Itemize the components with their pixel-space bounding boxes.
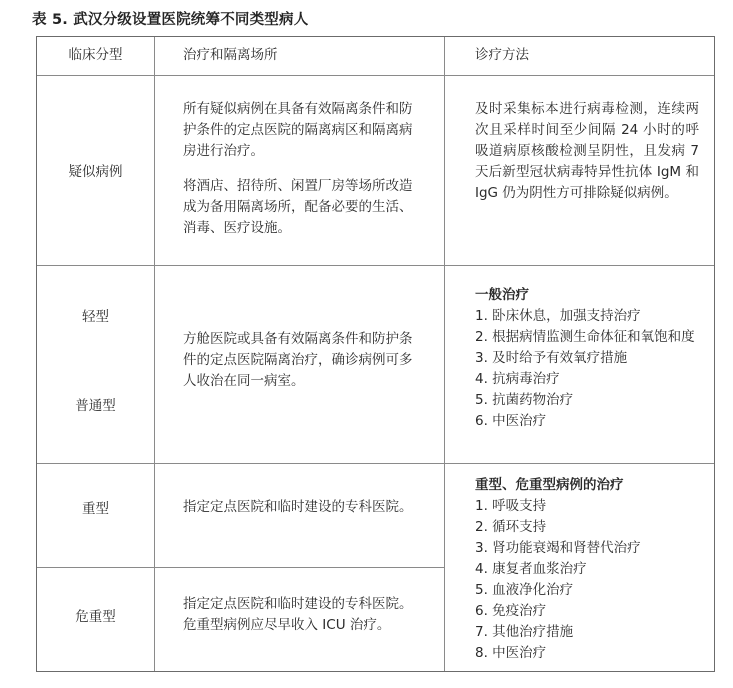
severe-method — [475, 475, 703, 664]
type-mild: 轻型 — [82, 309, 109, 325]
list-item: 6. 免疫治疗 — [475, 603, 547, 619]
column-divider — [444, 37, 445, 671]
list-item: 6. 中医治疗 — [475, 413, 547, 429]
type-common: 普通型 — [75, 398, 116, 414]
suspected-place-para-2: 将酒店、招待所、闲置厂房等场所改造成为备用隔离场所，配备必要的生活、消毒、医疗设施。 — [183, 178, 413, 236]
row-divider — [37, 75, 714, 76]
type-severe: 重型 — [82, 501, 109, 517]
header-treatment-method: 诊疗方法 — [475, 47, 529, 63]
column-divider — [154, 37, 155, 671]
table-caption: 表 5. 武汉分级设置医院统筹不同类型病人 — [32, 12, 309, 28]
mild-method-title: 一般治疗 — [475, 287, 529, 303]
type-critical: 危重型 — [75, 609, 116, 625]
list-item: 4. 康复者血浆治疗 — [475, 561, 587, 577]
critical-place: 指定定点医院和临时建设的专科医院。危重型病例应尽早收入 ICU 治疗。 — [183, 596, 413, 633]
suspected-place-para-1: 所有疑似病例在具备有效隔离条件和防护条件的定点医院的隔离病区和隔离病房进行治疗。 — [183, 101, 413, 159]
list-item: 1. 卧床休息，加强支持治疗 — [475, 308, 641, 324]
list-item: 2. 循环支持 — [475, 519, 547, 535]
severe-method-title: 重型、危重型病例的治疗 — [475, 477, 624, 493]
mild-place: 方舱医院或具备有效隔离条件和防护条件的定点医院隔离治疗，确诊病例可多人收治在同一病室。 — [183, 331, 413, 389]
list-item: 5. 血液净化治疗 — [475, 582, 574, 598]
list-item: 2. 根据病情监测生命体征和氧饱和度 — [475, 329, 695, 345]
row-divider — [37, 567, 444, 568]
mild-method-list — [475, 306, 703, 432]
header-clinical-type: 临床分型 — [68, 47, 123, 63]
mild-method — [475, 285, 703, 432]
list-item: 3. 肾功能衰竭和肾替代治疗 — [475, 540, 641, 556]
suspected-method: 及时采集标本进行病毒检测，连续两次且采样时间至少间隔 24 小时的呼吸道病原核酸检测呈阴性，且发病 7 天后新型冠状病毒特异性抗体 IgM 和 IgG 仍为阴性方可排除疑似病例。 — [475, 101, 699, 201]
severe-method-list — [475, 496, 703, 664]
severe-place: 指定定点医院和临时建设的专科医院。 — [183, 499, 413, 515]
list-item: 3. 及时给予有效氧疗措施 — [475, 350, 628, 366]
type-suspected: 疑似病例 — [68, 164, 123, 180]
suspected-place — [183, 99, 419, 239]
patient-allocation-table — [36, 36, 715, 672]
header-treatment-place: 治疗和隔离场所 — [183, 47, 278, 63]
list-item: 5. 抗菌药物治疗 — [475, 392, 574, 408]
list-item: 1. 呼吸支持 — [475, 498, 547, 514]
list-item: 7. 其他治疗措施 — [475, 624, 574, 640]
row-divider — [37, 265, 714, 266]
list-item: 8. 中医治疗 — [475, 645, 547, 661]
list-item: 4. 抗病毒治疗 — [475, 371, 560, 387]
row-divider — [37, 463, 714, 464]
